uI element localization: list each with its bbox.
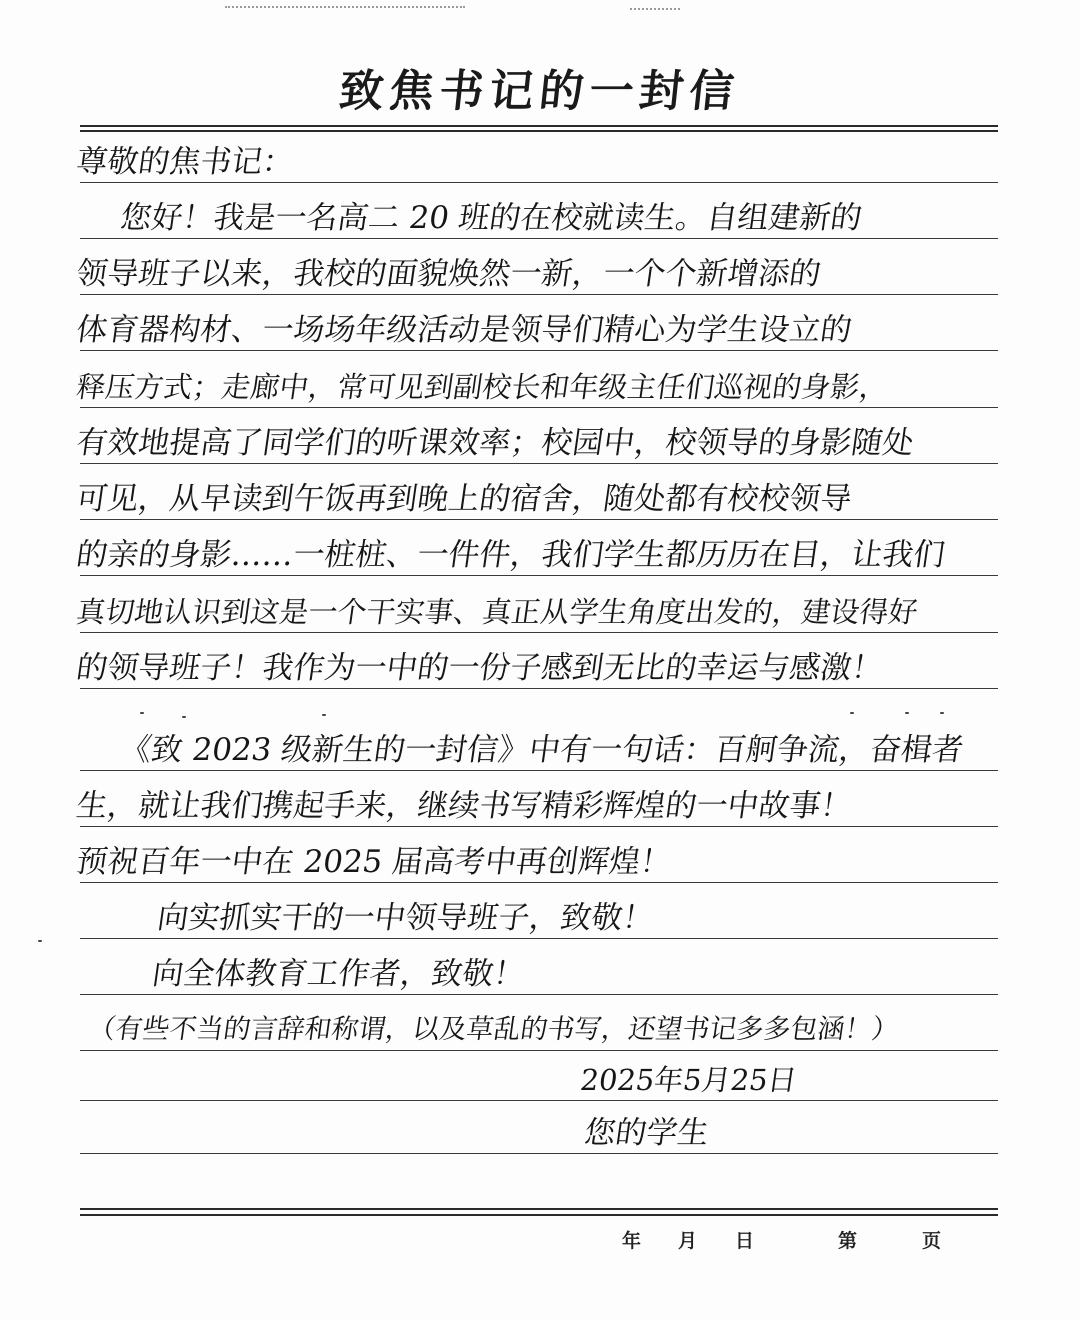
letter-date: 2025年5月25日 (578, 1063, 800, 1097)
signature: 您的学生 (582, 1115, 712, 1151)
footer-date-page (0, 1226, 1080, 1252)
footer-month-label: 月 (678, 1230, 698, 1252)
body-line: 您好！我是一名高二 20 班的在校就读生。自组建新的 (118, 200, 865, 236)
ruled-line (80, 688, 998, 689)
body-line: 有效地提高了同学们的听课效率；校园中，校领导的身影随处 (74, 425, 917, 461)
ruled-line (80, 826, 998, 827)
ruled-line (80, 519, 998, 520)
ruled-line (80, 994, 998, 995)
ruled-line (80, 294, 998, 295)
body-line: 释压方式；走廊中，常可见到副校长和年级主任们巡视的身影， (74, 370, 891, 404)
ruled-line (80, 770, 998, 771)
ruled-line (80, 632, 998, 633)
closing-line: 向全体教育工作者，致敬！ (150, 956, 528, 992)
scan-speck (182, 716, 186, 718)
footer-rule (80, 1214, 998, 1216)
ruled-line (80, 1153, 998, 1154)
ruled-line (80, 938, 998, 939)
salutation: 尊敬的焦书记： (74, 144, 297, 180)
body-line: 《致 2023 级新生的一封信》中有一句话：百舸争流，奋楫者 (118, 732, 966, 768)
body-line: 真切地认识到这是一个干实事、真正从学生角度出发的，建设得好 (74, 595, 920, 629)
scan-noise (630, 8, 680, 14)
ruled-line (80, 1100, 998, 1101)
body-line: 预祝百年一中在 2025 届高考中再创辉煌！ (74, 844, 674, 880)
ruled-line (80, 463, 998, 464)
ruled-line (80, 882, 998, 883)
body-line: 体育器构材、一场场年级活动是领导们精心为学生设立的 (74, 312, 855, 348)
closing-line: 向实抓实干的一中领导班子，致敬！ (155, 900, 657, 936)
scan-speck (38, 940, 42, 942)
body-line: 的领导班子！我作为一中的一份子感到无比的幸运与感激！ (74, 650, 886, 686)
letter-title: 致焦书记的一封信 (336, 66, 743, 117)
scan-speck (140, 712, 144, 714)
header-rule (80, 130, 998, 132)
ruled-line (80, 575, 998, 576)
ruled-line (80, 407, 998, 408)
body-line: 的亲的身影……一桩桩、一件件，我们学生都历历在目，让我们 (74, 537, 948, 573)
footer-page-suffix: 页 (922, 1230, 942, 1252)
ruled-line (80, 1050, 998, 1051)
body-line: 生，就让我们携起手来，继续书写精彩辉煌的一中故事！ (74, 788, 855, 824)
body-line: 可见，从早读到午饭再到晚上的宿舍，随处都有校校领导 (74, 481, 855, 517)
body-line: 领导班子以来，我校的面貌焕然一新，一个个新增添的 (74, 256, 824, 292)
scan-speck (850, 712, 854, 714)
postscript-line: （有些不当的言辞和称谓，以及草乱的书写，还望书记多多包涵！） (86, 1014, 901, 1045)
scan-speck (940, 712, 944, 714)
footer-year-label: 年 (622, 1230, 642, 1252)
ruled-line (80, 238, 998, 239)
footer-page-prefix: 第 (838, 1230, 858, 1252)
header-rule (80, 125, 998, 127)
scan-noise (225, 6, 465, 12)
footer-rule (80, 1208, 998, 1210)
ruled-line (80, 350, 998, 351)
scan-speck (905, 712, 909, 714)
scan-speck (322, 714, 326, 716)
ruled-line (80, 182, 998, 183)
footer-day-label: 日 (735, 1230, 755, 1252)
